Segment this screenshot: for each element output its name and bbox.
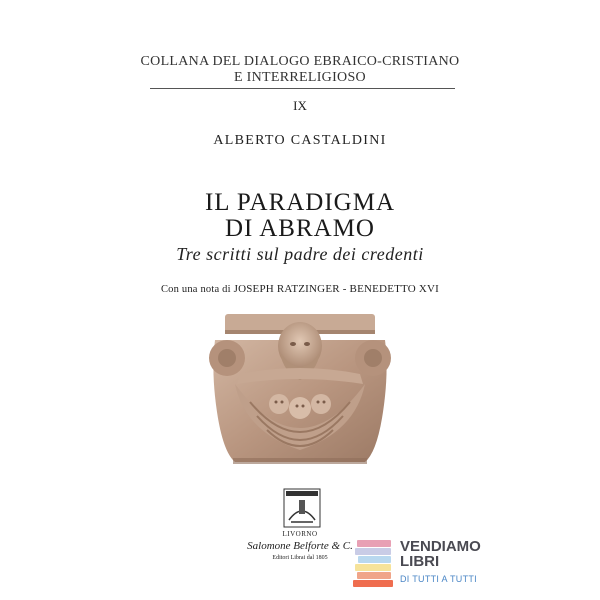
author-name: ALBERTO CASTALDINI xyxy=(213,133,387,148)
badge-text-line1: VENDIAMO xyxy=(400,538,481,555)
publisher-emblem-icon xyxy=(283,488,321,528)
publisher-name: Salomone Belforte & C. xyxy=(247,540,353,552)
cover-sculpture-image xyxy=(205,312,395,472)
series-title-line2: E INTERRELIGIOSO xyxy=(234,70,366,85)
publisher-tagline: Editori Librai dal 1805 xyxy=(272,555,328,561)
publisher-city: LIVORNO xyxy=(282,530,318,538)
book-subtitle: Tre scritti sul padre dei credenti xyxy=(176,244,424,264)
series-divider xyxy=(150,88,455,89)
badge-tagline: DI TUTTI A TUTTI xyxy=(400,574,477,584)
vendiamo-libri-badge xyxy=(353,538,503,592)
badge-text-line2: LIBRI xyxy=(400,553,440,570)
volume-number: IX xyxy=(293,98,307,113)
note-author: JOSEPH RATZINGER - BENEDETTO XVI xyxy=(233,283,440,295)
note-credit xyxy=(0,283,600,295)
book-title-line2: DI ABRAMO xyxy=(225,215,375,242)
book-title-line1: IL PARADIGMA xyxy=(204,189,396,216)
series-title-line1: COLLANA DEL DIALOGO EBRAICO-CRISTIANO xyxy=(140,54,460,69)
book-stack-icon xyxy=(353,538,395,588)
note-prefix: Con una nota di xyxy=(160,284,231,295)
